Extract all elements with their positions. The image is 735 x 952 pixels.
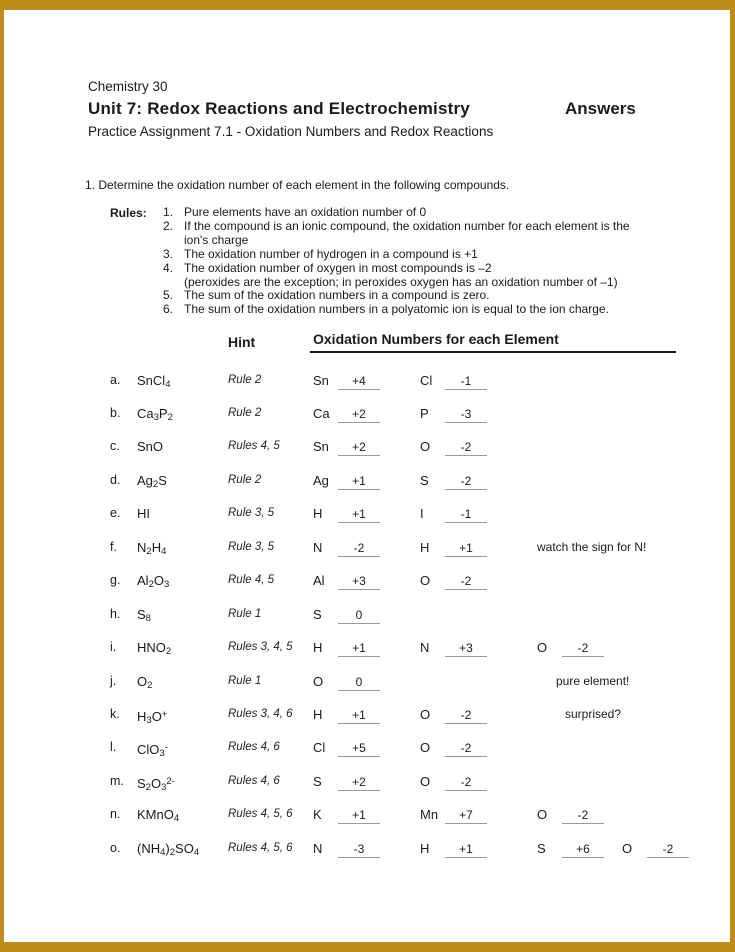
hint-text: Rule 1	[228, 607, 262, 620]
oxidation-value-blank: -3	[445, 406, 487, 423]
oxidation-value-blank: +1	[338, 807, 380, 824]
element-answers	[313, 739, 537, 757]
element-answers	[313, 806, 622, 824]
element-answer-pair	[622, 840, 729, 858]
oxidation-value-blank: -2	[562, 640, 604, 657]
oxidation-value-blank: -2	[445, 707, 487, 724]
hint-text: Rules 4, 5	[228, 440, 280, 453]
rule-item	[163, 262, 683, 290]
rule-number: 2.	[163, 218, 174, 233]
element-symbol: S	[313, 773, 322, 789]
element-answer-pair	[420, 739, 537, 757]
oxidation-value-blank: +5	[338, 740, 380, 757]
rule-text-line: ion's charge	[184, 232, 249, 247]
rules-list	[163, 206, 683, 317]
element-symbol: H	[420, 539, 430, 555]
element-answers	[313, 840, 729, 858]
compound-formula: $S2O3^{2-}$	[137, 775, 175, 793]
oxidation-value-blank: -2	[445, 439, 487, 456]
element-symbol: P	[420, 405, 429, 421]
rule-number: 3.	[163, 246, 174, 261]
compound-row	[0, 572, 735, 596]
formula-subscript: 2	[152, 478, 159, 490]
oxidation-value-blank: -3	[338, 841, 380, 858]
row-letter: a.	[110, 372, 121, 387]
compound-formula: KMnO4	[137, 807, 180, 825]
hint-text: Rules 4, 5, 6	[228, 808, 293, 821]
compound-formula: HNO2	[137, 640, 172, 658]
compound-formula: S8	[137, 606, 151, 624]
element-answers	[313, 572, 537, 590]
answers-label: Answers	[565, 99, 636, 118]
element-answer-pair	[537, 840, 622, 858]
compound-formula: SnO	[137, 439, 164, 455]
element-symbol: O	[313, 673, 324, 689]
rules-label: Rules:	[110, 206, 147, 220]
element-symbol: Ag	[313, 472, 329, 488]
element-answer-pair	[313, 673, 420, 691]
element-answers	[313, 673, 420, 691]
formula-subscript: 8	[145, 612, 151, 624]
compound-row	[0, 438, 735, 462]
oxidation-value-blank: +2	[338, 439, 380, 456]
rule-number: 4.	[163, 260, 174, 275]
formula-subscript: 3	[163, 579, 170, 591]
formula-supscript: +	[161, 709, 168, 720]
formula-subscript: 2	[165, 646, 172, 658]
row-note: surprised?	[565, 707, 622, 721]
formula-subscript: 3	[161, 781, 167, 793]
element-symbol: O	[420, 439, 431, 455]
row-letter: j.	[110, 673, 117, 688]
hint-text: Rule 1	[228, 674, 262, 687]
element-answer-pair	[313, 505, 420, 523]
element-answer-pair	[313, 739, 420, 757]
compound-row	[0, 739, 735, 763]
rule-text	[184, 262, 683, 290]
formula-subscript: 4	[160, 846, 166, 858]
rule-number: 6.	[163, 302, 174, 317]
compound-formula: N2H4	[137, 539, 167, 557]
compound-formula: Ag2S	[137, 472, 167, 490]
compound-row	[0, 472, 735, 496]
oxidation-value-blank: -2	[445, 740, 487, 757]
row-letter: d.	[110, 472, 121, 487]
element-answer-pair	[420, 773, 537, 791]
rule-text-line: The oxidation number of oxygen in most compounds is –2	[184, 260, 492, 275]
row-note: pure element!	[556, 673, 630, 688]
compound-formula: SnCl4	[137, 372, 171, 390]
row-letter: b.	[110, 405, 121, 420]
element-symbol: Ca	[313, 405, 330, 421]
header-underline	[310, 351, 676, 353]
compound-formula: H3O+	[137, 709, 168, 726]
rule-number: 1.	[163, 205, 174, 219]
formula-subscript: 4	[161, 545, 167, 557]
element-symbol: O	[420, 740, 431, 756]
oxidation-value-blank: +4	[338, 373, 380, 390]
compound-row	[0, 372, 735, 396]
formula-subscript: 2	[169, 846, 176, 858]
rule-text-line: (peroxides are the exception; in peroxides oxygen has an oxidation number of –1)	[184, 274, 618, 289]
hint-text: Rule 3, 5	[228, 540, 275, 553]
element-answers	[313, 539, 537, 557]
element-symbol: S	[313, 606, 322, 622]
element-symbol: H	[420, 840, 430, 856]
rule-text-line: The oxidation number of hydrogen in a compound is +1	[184, 246, 478, 261]
compound-row	[0, 639, 735, 663]
rule-text-line: If the compound is an ionic compound, the oxidation number for each element is the	[184, 218, 630, 233]
compound-formula: O2	[137, 673, 153, 691]
element-symbol: I	[420, 506, 424, 522]
element-answers	[313, 706, 537, 724]
element-answers	[313, 372, 537, 390]
compound-row	[0, 706, 735, 730]
hint-text: Rules 4, 6	[228, 774, 280, 787]
formula-subscript: 3	[146, 715, 152, 726]
rule-text	[184, 289, 683, 303]
element-symbol: N	[313, 539, 323, 555]
compound-formula: (NH4)2SO4	[137, 840, 200, 858]
question-text: 1. Determine the oxidation number of each element in the following compounds.	[85, 178, 510, 192]
element-symbol: Cl	[420, 372, 433, 388]
rule-item	[163, 220, 683, 248]
rule-text	[184, 303, 683, 317]
row-letter: o.	[110, 840, 121, 855]
element-answer-pair	[420, 639, 537, 657]
oxidation-value-blank: -2	[445, 573, 487, 590]
element-answer-pair	[420, 472, 537, 490]
formula-subscript: 3	[153, 411, 159, 423]
compound-row	[0, 505, 735, 529]
oxidation-value-blank: 0	[338, 674, 380, 691]
oxidation-value-blank: -2	[338, 540, 380, 557]
element-answer-pair	[420, 706, 537, 724]
element-symbol: Al	[313, 573, 325, 589]
element-symbol: O	[420, 573, 431, 589]
element-symbol: N	[420, 640, 430, 656]
formula-subscript: 4	[193, 846, 200, 858]
formula-subscript: 2	[145, 781, 151, 793]
element-answer-pair	[313, 405, 420, 423]
hint-text: Rules 3, 4, 6	[228, 708, 293, 720]
row-letter: i.	[110, 640, 117, 655]
row-letter: m.	[110, 773, 124, 788]
row-letter: k.	[110, 707, 120, 721]
oxidation-value-blank: +1	[338, 473, 380, 490]
row-letter: c.	[110, 439, 120, 454]
element-symbol: N	[313, 840, 323, 856]
compound-row	[0, 606, 735, 630]
element-answer-pair	[313, 606, 420, 624]
element-answer-pair	[420, 806, 537, 824]
element-answer-pair	[313, 706, 420, 724]
hint-text: Rules 3, 4, 5	[228, 641, 293, 654]
element-answer-pair	[420, 539, 537, 557]
row-letter: e.	[110, 506, 121, 521]
element-answers	[313, 438, 537, 456]
hint-text: Rules 4, 6	[228, 741, 280, 754]
oxidation-value-blank: +6	[562, 841, 604, 858]
element-symbol: K	[313, 807, 322, 823]
element-answers	[313, 505, 537, 523]
rule-item	[163, 289, 683, 303]
element-answer-pair	[537, 806, 622, 824]
element-symbol: H	[313, 506, 323, 522]
compound-row	[0, 806, 735, 830]
oxidation-value-blank: +1	[338, 506, 380, 523]
element-symbol: Cl	[313, 740, 326, 756]
rule-text-line: Pure elements have an oxidation number of 0	[184, 205, 427, 219]
oxidation-value-blank: +1	[445, 540, 487, 557]
compound-row	[0, 673, 735, 697]
oxidation-value-blank: -2	[445, 774, 487, 791]
oxidation-numbers-header: Oxidation Numbers for each Element	[313, 331, 559, 347]
element-symbol: S	[537, 840, 546, 856]
assignment-subtitle: Practice Assignment 7.1 - Oxidation Numbers and Redox Reactions	[88, 124, 494, 139]
row-letter: n.	[110, 807, 121, 822]
oxidation-value-blank: -1	[445, 373, 487, 390]
element-answer-pair	[420, 840, 537, 858]
hint-text: Rules 4, 5, 6	[228, 841, 293, 854]
element-answers	[313, 773, 537, 791]
oxidation-value-blank: +3	[445, 640, 487, 657]
rule-text	[184, 248, 683, 262]
element-answer-pair	[313, 539, 420, 557]
row-note: watch the sign for N!	[537, 539, 647, 554]
formula-subscript: 4	[165, 378, 171, 390]
element-answers	[313, 606, 420, 624]
oxidation-value-blank: +7	[445, 807, 487, 824]
compound-row	[0, 405, 735, 429]
compound-row	[0, 773, 735, 797]
row-letter: g.	[110, 573, 121, 588]
oxidation-value-blank: +2	[338, 774, 380, 791]
oxidation-value-blank: -2	[562, 807, 604, 824]
oxidation-value-blank: +1	[338, 707, 380, 724]
element-symbol: Mn	[420, 807, 439, 823]
oxidation-value-blank: +1	[338, 640, 380, 657]
row-letter: h.	[110, 606, 121, 621]
formula-supscript: -	[164, 742, 168, 754]
oxidation-value-blank: 0	[338, 607, 380, 624]
rule-item	[163, 206, 683, 220]
element-symbol: O	[537, 807, 548, 823]
element-answer-pair	[313, 806, 420, 824]
compound-formula: Al2O3	[137, 573, 170, 591]
element-answer-pair	[313, 472, 420, 490]
rule-number: 5.	[163, 288, 174, 303]
element-answer-pair	[420, 572, 537, 590]
oxidation-value-blank: -2	[445, 473, 487, 490]
rule-text-line: The sum of the oxidation numbers in a polyatomic ion is equal to the ion charge.	[184, 302, 609, 317]
element-symbol: O	[420, 707, 431, 722]
element-answer-pair	[313, 438, 420, 456]
oxidation-value-blank: +2	[338, 406, 380, 423]
oxidation-value-blank: -2	[647, 841, 689, 858]
element-symbol: O	[622, 840, 633, 856]
row-letter: f.	[110, 539, 117, 554]
formula-subscript: 4	[173, 813, 180, 825]
rule-text-line: The sum of the oxidation numbers in a compound is zero.	[184, 288, 490, 303]
oxidation-value-blank: -1	[445, 506, 487, 523]
compound-formula: HI	[137, 506, 150, 522]
oxidation-value-blank: +3	[338, 573, 380, 590]
compound-formula: Ca3P2	[137, 405, 173, 423]
oxidation-value-blank: +1	[445, 841, 487, 858]
element-answer-pair	[537, 639, 622, 657]
rule-item	[163, 248, 683, 262]
element-answer-pair	[420, 438, 537, 456]
element-answer-pair	[313, 840, 420, 858]
hint-text: Rule 2	[228, 473, 262, 486]
formula-supscript: 2-	[166, 775, 175, 787]
hint-text: Rule 2	[228, 373, 262, 386]
element-answers	[313, 639, 622, 657]
formula-subscript: 2	[147, 679, 153, 691]
compound-row	[0, 840, 735, 864]
hint-column-header: Hint	[228, 334, 256, 350]
formula-subscript: 2	[148, 579, 154, 591]
page-title: Unit 7: Redox Reactions and Electrochemistry	[88, 99, 470, 118]
rule-item	[163, 303, 683, 317]
element-symbol: H	[313, 640, 323, 656]
course-name: Chemistry 30	[88, 79, 168, 94]
element-answer-pair	[420, 372, 537, 390]
hint-text: Rule 2	[228, 406, 262, 419]
rule-text	[184, 206, 683, 220]
element-answers	[313, 472, 537, 490]
element-symbol: H	[313, 707, 323, 722]
compound-formula: ClO3-	[137, 742, 168, 760]
rule-text	[184, 220, 683, 248]
row-letter: l.	[110, 740, 117, 755]
element-answer-pair	[420, 505, 537, 523]
element-symbol: Sn	[313, 372, 329, 388]
element-symbol: S	[420, 472, 429, 488]
element-symbol: O	[537, 640, 548, 656]
element-answers	[313, 405, 537, 423]
formula-subscript: 2	[167, 411, 173, 423]
formula-subscript: 3	[159, 748, 165, 760]
element-symbol: O	[420, 773, 431, 789]
element-answer-pair	[313, 572, 420, 590]
hint-text: Rule 4, 5	[228, 574, 275, 587]
element-answer-pair	[313, 372, 420, 390]
element-answer-pair	[420, 405, 537, 423]
element-answer-pair	[313, 639, 420, 657]
compound-row	[0, 539, 735, 563]
hint-text: Rule 3, 5	[228, 507, 275, 520]
formula-subscript: 2	[146, 545, 152, 557]
element-symbol: Sn	[313, 439, 329, 455]
element-answer-pair	[313, 773, 420, 791]
